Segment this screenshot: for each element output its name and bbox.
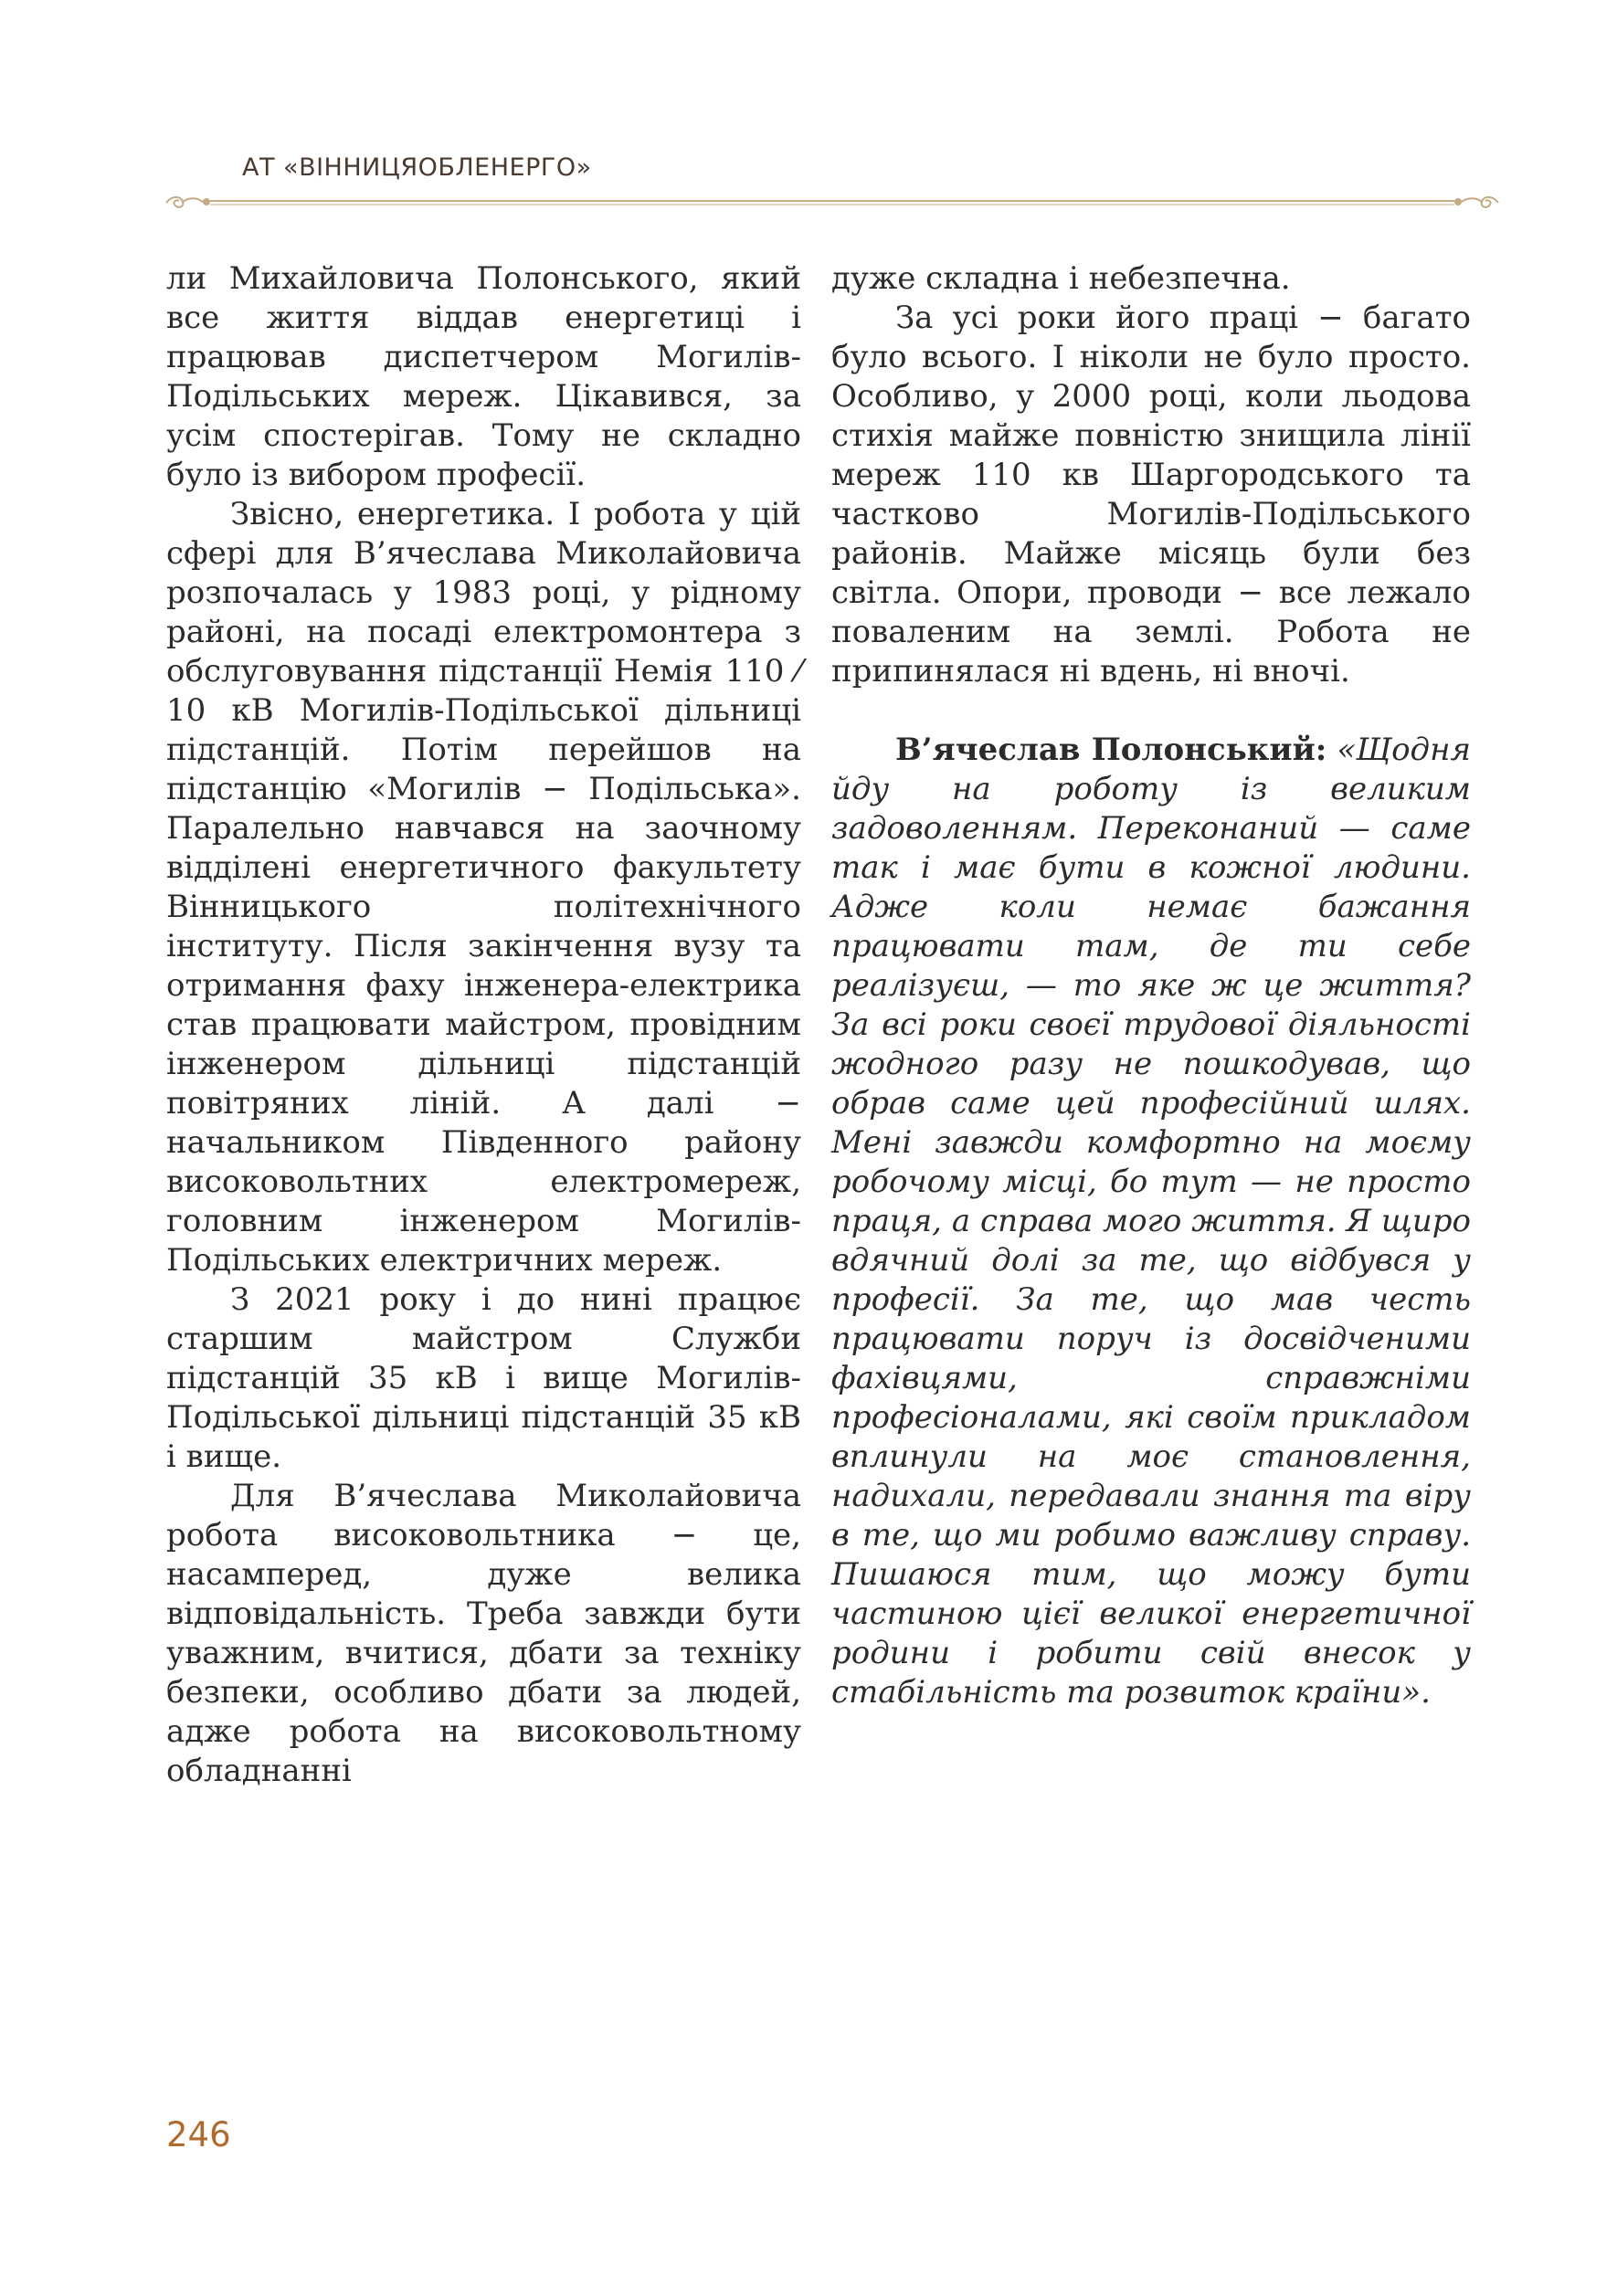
quote-text: «Щодня йду на роботу із великим задоволенням. Переконаний — саме так і має бути в кожної людини. Адже коли немає бажання працювати там, де ти себе реалізуєш, — то яке ж це життя? За всі роки своєї трудової діяльності жодного разу не пошкодував, що обрав саме цей професійний шлях. Мені завжди комфортно на моєму робочому місці, бо тут — не просто праця, а справа мого життя. Я щиро вдячний долі за те, що відбувся у професії. За те, що мав честь працювати поруч із досвідченими фахівцями, справжніми професіоналами, які своїм прикладом вплинули на моє становлення, надихали, передавали знання та віру в те, що ми робимо важливу справу. Пишаюся тим, що можу бути частиною цієї великої енергетичної родини і робити свій внесок у стабільність та розвиток країни». — [831, 732, 1472, 1711]
paragraph: За усі роки його праці − багато було всього. І ніколи не було просто. Особливо, у 2000 році, коли льодова стихія майже повністю знищила лінії мереж 110 кв Шаргородського та частково Могилів-Подільського районів. Майже місяць були без світла. Опори, проводи − все лежало поваленим на землі. Робота не припинялася ні вдень, ні вночі. — [831, 300, 1471, 690]
quote-author: В’ячеслав Полонський: — [895, 732, 1327, 768]
quote-block — [831, 731, 1471, 1712]
paragraph: Звісно, енергетика. І робота у цій сфері для В’ячеслава Миколайовича розпочалась у 1983 році, у рідному районі, на посаді електромонтера з обслуговування підстанції Немія 110 ⁄ 10 кВ Могилів-Подільської дільниці підстанцій. Потім перейшов на підстанцію «Могилів − Подільська». Паралельно навчався на заочному відділені енергетичного факультету Вінницького політехнічного інституту. Після закінчення вузу та отримання фаху інженера-електрика став працювати майстром, провідним інженером дільниці підстанцій повітряних ліній. А далі − начальником Південного району високовольтних електромереж, головним інженером Могилів-Подільських електричних мереж. — [166, 496, 801, 1279]
left-scroll-ornament-icon — [166, 197, 209, 207]
left-text-column — [166, 259, 801, 1791]
paragraph-continued: ли Михайловича Полонського, який все життя віддав енергетиці і працював диспетчером Могилів-Подільських мереж. Цікавився, за усім спостерігав. Тому не складно було із вибором професії. — [166, 260, 801, 493]
right-text-column — [831, 259, 1471, 1712]
paragraph: Для В’ячеслава Миколайовича робота високовольтника − це, насамперед, дуже велика відповідальність. Треба завжди бути уважним, вчитися, дбати за техніку безпеки, особливо дбати за людей, адже робота на високовольтному обладнанні — [166, 1478, 801, 1789]
running-header-title: АТ «ВІННИЦЯОБЛЕНЕРГО» — [242, 153, 592, 182]
paragraph: З 2021 року і до нині працює старшим майстром Служби підстанцій 35 кВ і вище Могилів-Подільської дільниці підстанцій 35 кВ і вище. — [166, 1281, 801, 1475]
paragraph-continued: дуже складна і небезпечна. — [831, 260, 1291, 297]
page-number: 246 — [166, 2115, 231, 2154]
right-scroll-ornament-icon — [1455, 197, 1498, 207]
header-ornament-rule — [164, 194, 1500, 212]
